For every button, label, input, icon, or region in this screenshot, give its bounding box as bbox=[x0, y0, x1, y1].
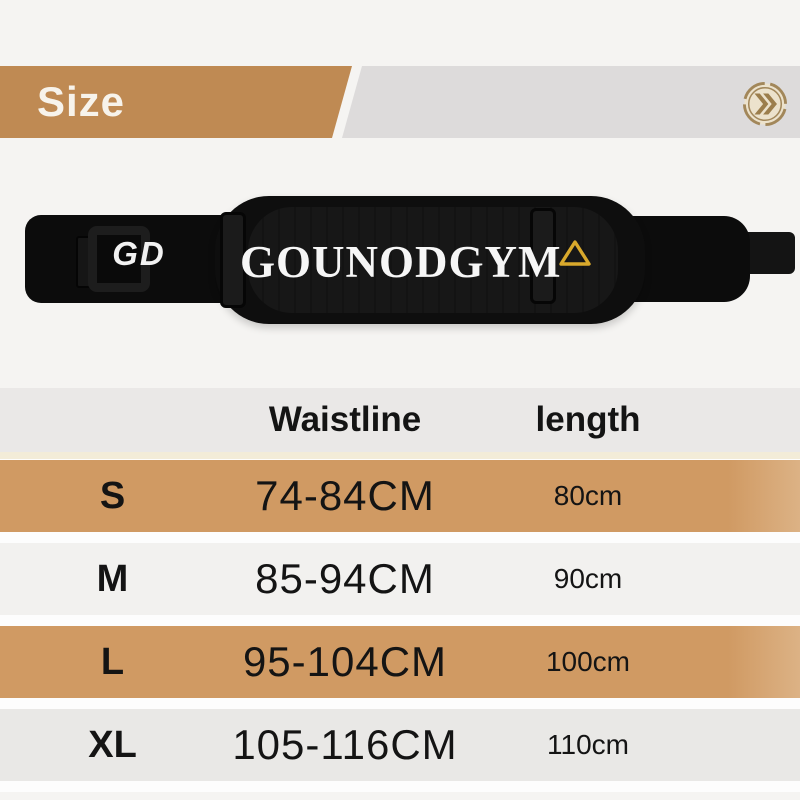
waistline-cell: 85-94CM bbox=[255, 555, 435, 602]
triangle-logo-icon bbox=[557, 238, 593, 268]
waistline-cell: 105-116CM bbox=[232, 721, 458, 768]
table-header-row bbox=[0, 388, 800, 452]
brand-buckle-logo: GD bbox=[112, 235, 166, 272]
table-divider bbox=[0, 452, 800, 459]
length-column-header: length bbox=[535, 400, 641, 439]
size-cell: XL bbox=[88, 723, 137, 766]
brand-name-text: GOUNODGYM bbox=[240, 237, 562, 287]
section-banner bbox=[0, 66, 800, 138]
size-table bbox=[0, 459, 800, 792]
waistline-cell: 74-84CM bbox=[255, 472, 435, 519]
length-cell: 90cm bbox=[553, 563, 623, 594]
waistline-column-header: Waistline bbox=[268, 400, 422, 439]
size-cell: L bbox=[100, 640, 125, 683]
size-cell: M bbox=[96, 557, 129, 600]
table-row bbox=[0, 543, 800, 615]
belt-image bbox=[0, 150, 800, 365]
table-row bbox=[0, 626, 800, 698]
table-row bbox=[0, 460, 800, 532]
length-cell: 110cm bbox=[547, 729, 629, 760]
waistline-cell: 95-104CM bbox=[242, 638, 448, 685]
length-cell: 80cm bbox=[553, 480, 623, 511]
size-cell: S bbox=[99, 474, 126, 517]
length-cell: 100cm bbox=[545, 646, 631, 677]
section-title: Size bbox=[37, 78, 126, 125]
table-row bbox=[0, 709, 800, 781]
double-chevron-right-icon bbox=[742, 81, 788, 127]
